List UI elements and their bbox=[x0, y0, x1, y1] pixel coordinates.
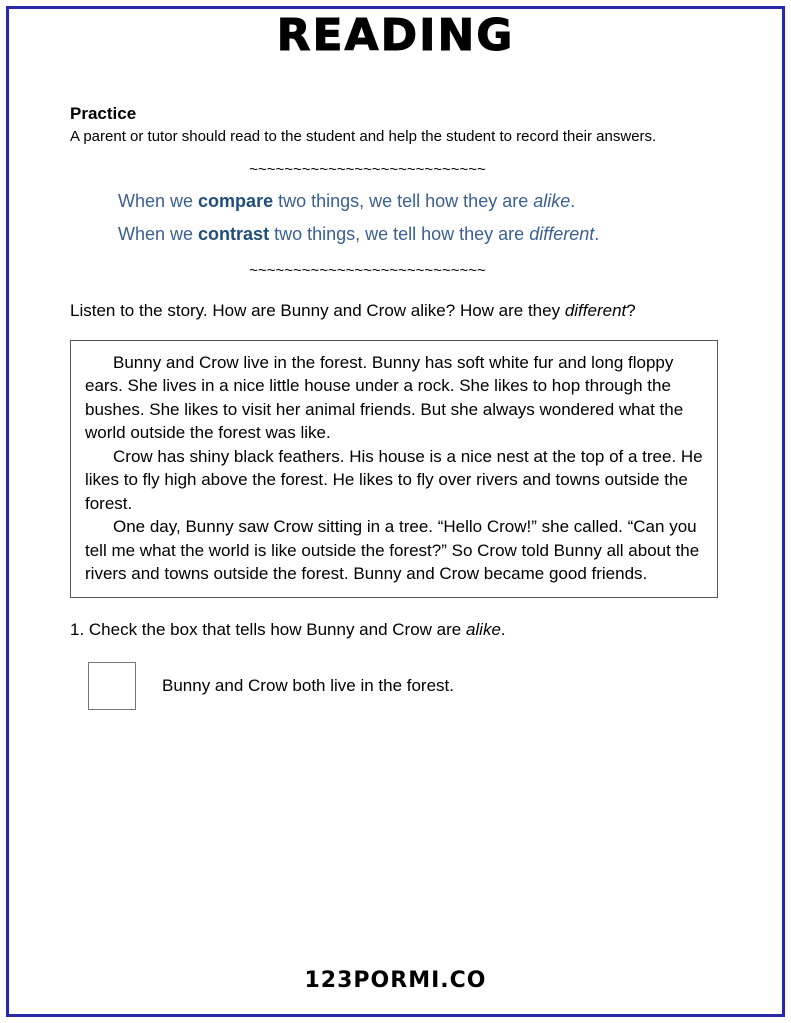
question-1-post: . bbox=[500, 620, 506, 640]
practice-heading: Practice bbox=[70, 104, 137, 123]
story-paragraph: Crow has shiny black feathers. His house is a nice nest at the top of a tree. He likes to fly high above the forest. He likes to fly over rivers and towns outside the forest. bbox=[85, 446, 703, 513]
rule-compare-mid: two things, we tell how they are bbox=[273, 191, 534, 212]
listen-prompt-pre: Listen to the story. How are Bunny and Crow alike? How are they bbox=[70, 301, 565, 321]
rule-contrast-term: contrast bbox=[198, 224, 270, 245]
divider-bottom: ~~~~~~~~~~~~~~~~~~~~~~~~~~~ bbox=[249, 262, 486, 280]
rule-compare-term: compare bbox=[198, 191, 274, 212]
divider-top: ~~~~~~~~~~~~~~~~~~~~~~~~~~~ bbox=[249, 161, 486, 179]
rule-contrast bbox=[118, 221, 725, 248]
answer-option-label-1: Bunny and Crow both live in the forest. bbox=[162, 676, 454, 696]
rule-contrast-emph: different bbox=[529, 224, 595, 245]
question-1-pre: 1. Check the box that tells how Bunny and Crow are bbox=[70, 620, 466, 640]
practice-instructions: A parent or tutor should read to the student and help the student to record their answers. bbox=[70, 128, 657, 145]
rule-compare bbox=[118, 188, 725, 215]
answer-option-row bbox=[88, 662, 725, 710]
rule-compare-pre: When we bbox=[118, 191, 199, 212]
story-paragraph: Bunny and Crow live in the forest. Bunny has soft white fur and long floppy ears. She lives in a nice little house under a rock. She likes to hop through the bushes. She likes to visit her animal friends. But she always wondered what the world outside the forest was like. bbox=[85, 352, 684, 443]
footer-logo: 123PORMI.CO bbox=[304, 968, 487, 993]
story-paragraph: One day, Bunny saw Crow sitting in a tree. “Hello Crow!” she called. “Can you tell me what the world is like outside the forest?” So Crow told Bunny all about the rivers and towns outside the forest. Bunny and Crow became good friends. bbox=[85, 517, 700, 583]
rule-compare-emph: alike bbox=[533, 191, 571, 212]
listen-prompt-post: ? bbox=[626, 301, 636, 321]
story-passage bbox=[70, 340, 718, 599]
answer-checkbox-1[interactable] bbox=[88, 662, 136, 710]
rule-contrast-post: . bbox=[594, 224, 600, 245]
listen-prompt bbox=[70, 299, 725, 324]
rule-compare-post: . bbox=[570, 191, 576, 212]
rule-contrast-pre: When we bbox=[118, 224, 199, 245]
listen-prompt-emph: different bbox=[564, 301, 627, 321]
worksheet-card bbox=[34, 88, 757, 954]
page-title: READING bbox=[276, 10, 515, 61]
question-1 bbox=[70, 620, 725, 640]
rule-contrast-mid: two things, we tell how they are bbox=[269, 224, 530, 245]
question-1-emph: alike bbox=[465, 620, 501, 640]
